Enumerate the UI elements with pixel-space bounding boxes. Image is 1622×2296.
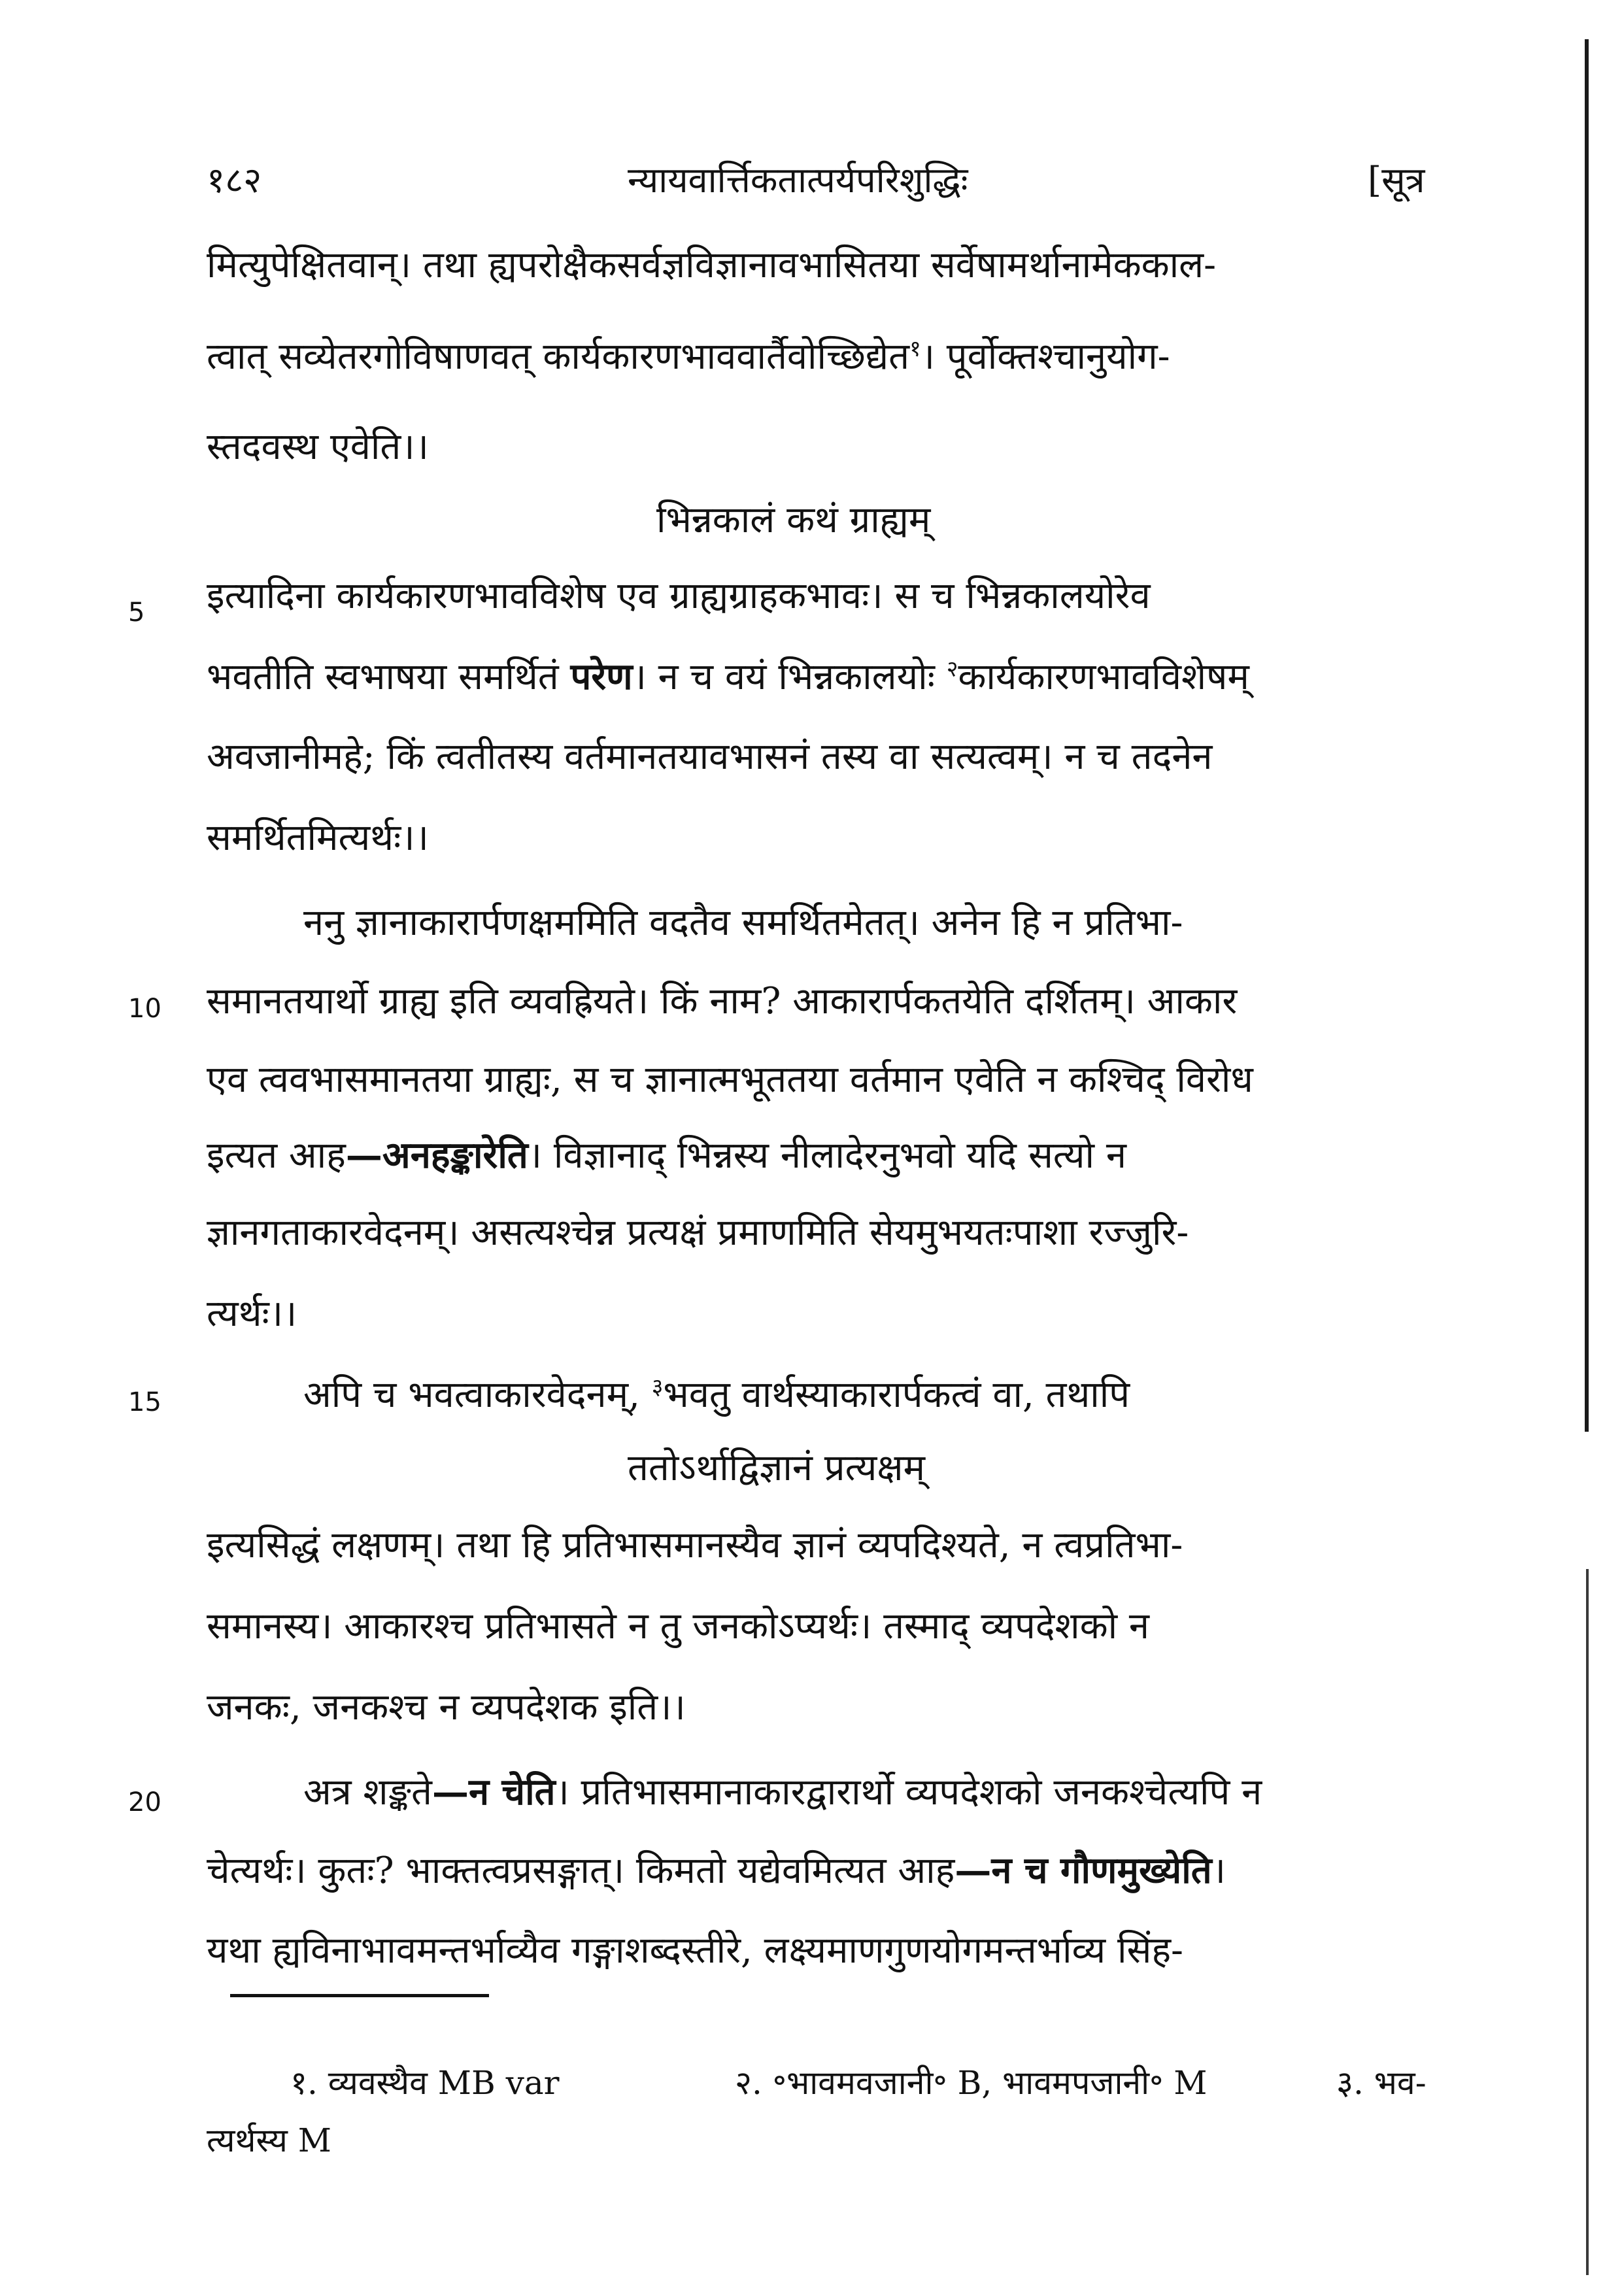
bold-lemma: परेण bbox=[570, 655, 633, 698]
scan-edge-lower bbox=[1586, 1569, 1589, 2275]
text-line bbox=[207, 1685, 686, 1729]
text-segment: त्यर्थः।। bbox=[207, 1292, 297, 1335]
text-segment: । पूर्वोक्तश्चानुयोग- bbox=[921, 335, 1170, 378]
text-line bbox=[207, 1211, 1189, 1255]
line-number: 20 bbox=[128, 1787, 161, 1817]
text-segment: त्वात् सव्येतरगोविषाणवत् कार्यकारणभाववार्तैवोच्छिद्येत bbox=[207, 335, 910, 378]
text-segment: ज्ञानगताकारवेदनम्। असत्यश्चेन्न प्रत्यक्षं प्रमाणमिति सेयमुभयतःपाशा रज्जुरि- bbox=[207, 1211, 1189, 1254]
text-segment: एव त्ववभासमानतया ग्राह्यः, स च ज्ञानात्मभूततया वर्तमान एवेति न कश्चिद् विरोध bbox=[207, 1058, 1253, 1101]
text-segment: इत्यसिद्धं लक्षणम्। तथा हि प्रतिभासमानस्यैव ज्ञानं व्यपदिश्यते, न त्वप्रतिभा- bbox=[207, 1524, 1183, 1566]
footnote-3-continuation: त्यर्थस्य M bbox=[207, 2121, 331, 2159]
text-line bbox=[207, 425, 429, 469]
bold-lemma: —न च गौणमुख्येति bbox=[955, 1849, 1212, 1892]
text-segment: समर्थितमित्यर्थः।। bbox=[207, 817, 429, 859]
text-segment: समानस्य। आकारश्च प्रतिभासते न तु जनकोऽप्यर्थः। तस्माद् व्यपदेशको न bbox=[207, 1605, 1149, 1647]
text-segment: भिन्नकालं कथं ग्राह्यम् bbox=[656, 499, 931, 541]
text-segment: ननु ज्ञानाकारार्पणक्षममिति वदतैव समर्थितमेतत्। अनेन हि न प्रतिभा- bbox=[303, 902, 1183, 944]
text-line bbox=[207, 335, 1170, 379]
text-segment: जनकः, जनकश्च न व्यपदेशक इति।। bbox=[207, 1686, 686, 1729]
text-segment: इत्यादिना कार्यकारणभावविशेष एव ग्राह्यग्राहकभावः। स च भिन्नकालयोरेव bbox=[207, 575, 1151, 617]
text-segment: । bbox=[1211, 1849, 1226, 1892]
text-segment: यथा ह्यविनाभावमन्तर्भाव्यैव गङ्गाशब्दस्तीरे, लक्ष्यमाणगुणयोगमन्तर्भाव्य सिंह- bbox=[207, 1929, 1183, 1972]
text-segment: अत्र शङ्कते bbox=[303, 1771, 432, 1814]
text-segment: । विज्ञानाद् भिन्नस्य नीलादेरनुभवो यदि सत्यो न bbox=[528, 1134, 1126, 1177]
text-segment: । प्रतिभासमानाकारद्वारार्थो व्यपदेशको जनकश्चेत्यपि न bbox=[555, 1771, 1262, 1814]
footnote-marker: १ bbox=[909, 335, 921, 362]
footnote-marker: ३ bbox=[651, 1374, 664, 1400]
text-segment: । न च वयं भिन्नकालयोः bbox=[632, 656, 947, 698]
text-line bbox=[303, 1373, 1130, 1417]
text-segment: भवतु वार्थस्याकारार्पकत्वं वा, तथापि bbox=[663, 1374, 1130, 1416]
text-segment: ततोऽर्थाद्विज्ञानं प्रत्यक्षम् bbox=[628, 1447, 925, 1489]
text-line bbox=[207, 979, 1237, 1023]
text-line bbox=[207, 1849, 1226, 1893]
verse-heading bbox=[656, 498, 930, 542]
page-number: १८२ bbox=[207, 160, 262, 201]
text-line bbox=[207, 1134, 1126, 1177]
text-line bbox=[207, 655, 1249, 699]
footnote-rule bbox=[230, 1994, 489, 1997]
text-segment: इत्यत आह bbox=[207, 1134, 346, 1177]
text-line bbox=[207, 735, 1212, 779]
footnote-marker: २ bbox=[946, 656, 958, 683]
footnote-3: ३. भव- bbox=[1336, 2064, 1427, 2102]
text-segment: भवतीति स्वभाषया समर्थितं bbox=[207, 656, 571, 698]
text-line bbox=[207, 1929, 1183, 1972]
text-segment: अपि च भवत्वाकारवेदनम्, bbox=[303, 1374, 652, 1416]
text-line bbox=[207, 1523, 1183, 1567]
footnote-1: १. व्यवस्थैव MB var bbox=[290, 2064, 560, 2102]
text-line bbox=[207, 243, 1216, 287]
line-number: 5 bbox=[128, 598, 145, 628]
bold-lemma: —न चेति bbox=[431, 1770, 556, 1814]
scan-edge bbox=[1585, 39, 1589, 1432]
text-line bbox=[207, 1604, 1149, 1648]
text-line bbox=[303, 1770, 1262, 1814]
text-segment: स्तदवस्थ एवेति।। bbox=[207, 426, 429, 468]
text-segment: मित्युपेक्षितवान्। तथा ह्यपरोक्षैकसर्वज्ञविज्ञानावभासितया सर्वेषामर्थानामेककाल- bbox=[207, 244, 1217, 286]
section-label: [सूत्र bbox=[1368, 160, 1425, 201]
text-line bbox=[207, 574, 1151, 618]
text-segment: कार्यकारणभावविशेषम् bbox=[958, 656, 1249, 698]
verse-heading bbox=[628, 1446, 925, 1490]
running-title: न्यायवार्त्तिकतात्पर्यपरिशुद्धिः bbox=[628, 160, 968, 201]
text-segment: अवजानीमहे; किं त्वतीतस्य वर्तमानतयावभासनं तस्य वा सत्यत्वम्। न च तदनेन bbox=[207, 735, 1213, 778]
text-line bbox=[207, 1058, 1253, 1102]
footnote-2: २. ॰भावमवजानी॰ B, भावमपजानी॰ M bbox=[735, 2064, 1208, 2102]
text-segment: चेत्यर्थः। कुतः? भाक्तत्वप्रसङ्गात्। किमतो यद्येवमित्यत आह bbox=[207, 1849, 955, 1892]
bold-lemma: —अनहङ्कारेति bbox=[345, 1134, 528, 1177]
text-line bbox=[207, 816, 429, 860]
text-segment: समानतयार्थो ग्राह्य इति व्यवह्रियते। किं नाम? आकारार्पकतयेति दर्शितम्। आकार bbox=[207, 980, 1238, 1022]
text-line bbox=[303, 901, 1183, 945]
line-number: 10 bbox=[128, 994, 161, 1024]
line-number: 15 bbox=[128, 1387, 161, 1417]
text-line bbox=[207, 1292, 297, 1336]
